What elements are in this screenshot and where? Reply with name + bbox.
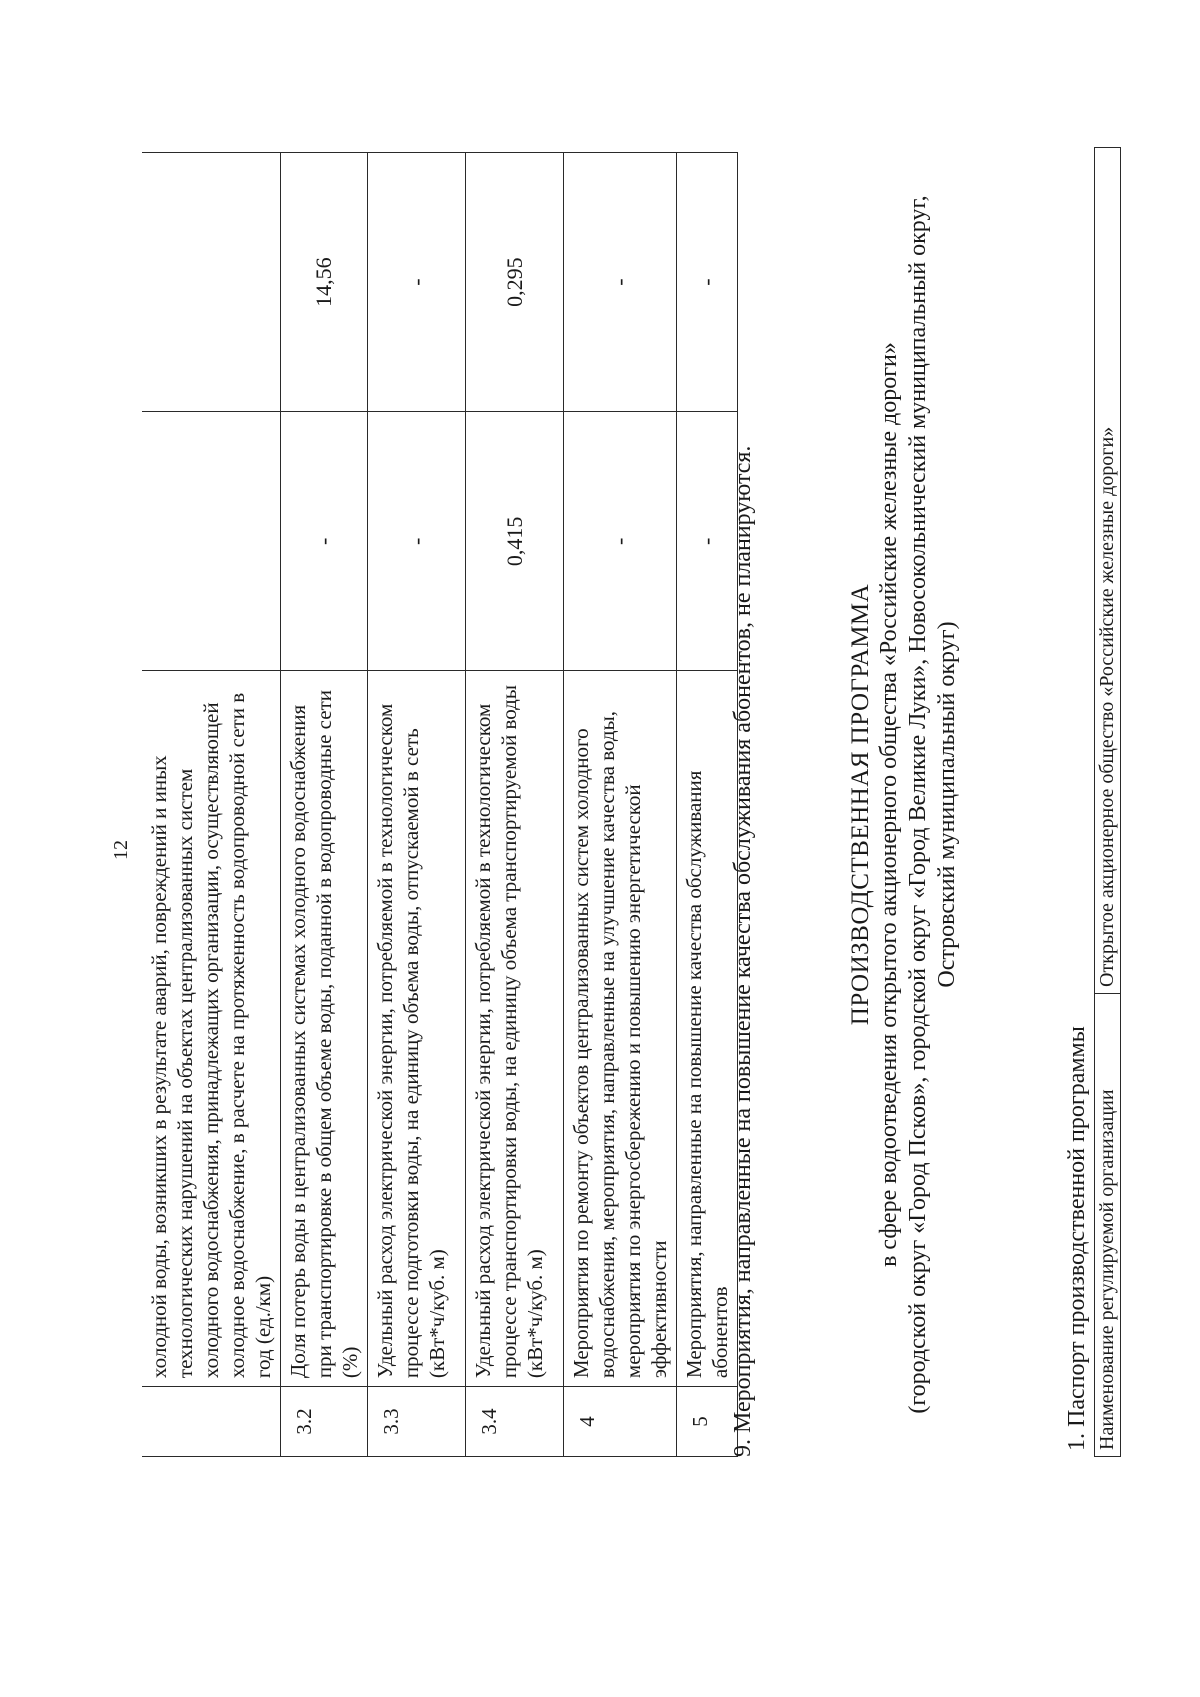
table-row xyxy=(677,153,738,1457)
row-name: Мероприятия по ремонту объектов централизованных систем холодного водоснабжения, мероприятия, направленные на улучшение качества воды, мероприятия по энергосбережению и повышению энергетической эффективности xyxy=(564,671,677,1387)
program-subtitle-line-1: в сфере водоотведения открытого акционерного общества «Российские железные дороги» xyxy=(876,342,902,1267)
passport-heading: 1. Паспорт производственной программы xyxy=(1064,1026,1090,1451)
table-row xyxy=(368,153,466,1457)
passport-value: Открытое акционерное общество «Российские железные дороги» xyxy=(1095,148,1121,994)
row-number: 3.3 xyxy=(368,1387,466,1457)
row-value-1: - xyxy=(564,412,677,671)
row-value-1: 0,415 xyxy=(466,412,564,671)
row-value-2 xyxy=(142,153,281,412)
row-number xyxy=(142,1387,281,1457)
row-name: Удельный расход электрической энергии, потребляемой в технологическом процессе подготовки воды, на единицу объема воды, отпускаемой в сеть (кВт*ч/куб. м) xyxy=(368,671,466,1387)
program-subtitle-line-2: (городской округ «Город Псков», городской округ «Город Великие Луки», Новосокольнический муниципальный округ, xyxy=(905,195,931,1414)
row-name: Доля потерь воды в централизованных системах холодного водоснабжения при транспортировке в общем объеме воды, поданной в водопроводные сети (%) xyxy=(281,671,368,1387)
program-title: ПРОИЗВОДСТВЕННАЯ ПРОГРАММА xyxy=(847,583,874,1026)
passport-table xyxy=(1094,147,1121,1457)
table-row xyxy=(466,153,564,1457)
row-name: Мероприятия, направленные на повышение качества обслуживания абонентов xyxy=(677,671,738,1387)
row-number: 3.4 xyxy=(466,1387,564,1457)
row-value-2: 0,295 xyxy=(466,153,564,412)
table-row xyxy=(281,153,368,1457)
section-9-text: 9. Мероприятия, направленные на повышение качества обслуживания абонентов, не планируются. xyxy=(730,445,756,1457)
row-value-2: 14,56 xyxy=(281,153,368,412)
row-value-1 xyxy=(142,412,281,671)
row-name: Удельный расход электрической энергии, потребляемой в технологическом процессе транспортировки воды, на единицу объема транспортируемой воды (кВт*ч/куб. м) xyxy=(466,671,564,1387)
table-row xyxy=(142,153,281,1457)
row-name: холодной воды, возникших в результате аварий, повреждений и иных технологических нарушений на объектах централизованных систем холодного водоснабжения, принадлежащих организации, осуществляющей холодное водоснабжение, в расчете на протяженность водопроводной сети в год (ед./км) xyxy=(142,671,281,1387)
row-value-1: - xyxy=(281,412,368,671)
passport-label: Наименование регулируемой организации xyxy=(1095,994,1121,1457)
table-row xyxy=(1095,148,1121,1457)
row-number: 3.2 xyxy=(281,1387,368,1457)
page-number: 12 xyxy=(110,840,132,860)
row-value-1: - xyxy=(677,412,738,671)
indicators-table xyxy=(142,152,738,1457)
row-value-1: - xyxy=(368,412,466,671)
row-number: 4 xyxy=(564,1387,677,1457)
row-value-2: - xyxy=(677,153,738,412)
row-value-2: - xyxy=(564,153,677,412)
program-heading xyxy=(846,152,962,1457)
program-subtitle-line-3: Островский муниципальный округ) xyxy=(934,621,960,988)
row-value-2: - xyxy=(368,153,466,412)
table-row xyxy=(564,153,677,1457)
row-number: 5 xyxy=(677,1387,738,1457)
